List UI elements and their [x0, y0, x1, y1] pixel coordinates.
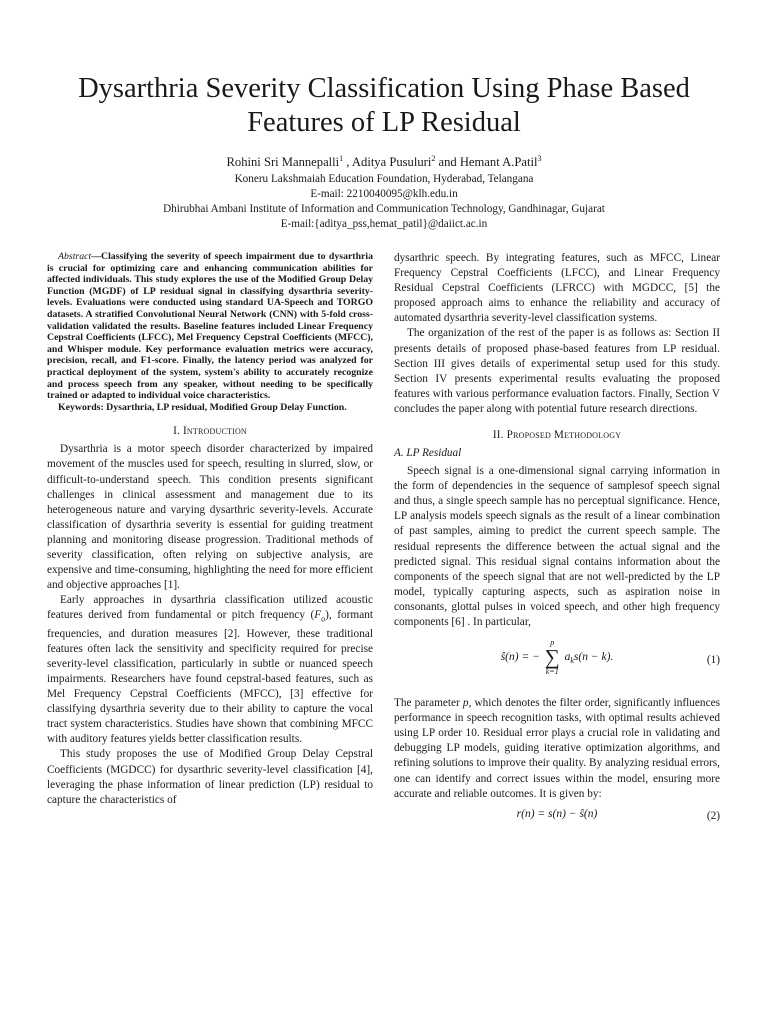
- equation-2-body: [394, 808, 720, 820]
- abstract-label: Abstract: [58, 251, 92, 262]
- author-3: Hemant A.Patil: [459, 155, 538, 169]
- author-2: Aditya Pusuluri: [351, 155, 432, 169]
- eq1-lower-limit: k=1: [545, 667, 559, 677]
- intro-paragraph-2: [47, 593, 373, 747]
- order-symbol: p: [462, 697, 469, 710]
- author-1: Rohini Sri Mannepalli: [226, 155, 340, 169]
- author-1-mark: 1: [339, 153, 344, 163]
- equation-1: [394, 638, 720, 686]
- organization-paragraph: The organization of the rest of the paper is as follows as: Section II presents details of proposed phase-based features from LP residual. Section III gives details of experimental setup used for this study. Section IV presents experimental results evaluating the proposed features with various performance evaluation factors. Finally, Section V concludes the paper along with potential future research directions.: [394, 327, 720, 415]
- equation-1-number: (1): [706, 654, 720, 667]
- author-list: [0, 154, 768, 171]
- email-2: E-mail:{aditya_pss,hemat_patil}@daiict.ac.in: [280, 218, 488, 230]
- author-separator-1: ,: [343, 155, 352, 169]
- intro-paragraph-3: This study proposes the use of Modified Group Delay Cepstral Coefficients (MGDCC) for dysarthric severity-level classification [4], leveraging the phase information of linear prediction (LP) residual to capture the characteristics of: [47, 748, 373, 806]
- f0-symbol: F: [314, 609, 322, 622]
- summation-symbol: [545, 638, 560, 676]
- section-methodology-heading: II. Proposed Methodology: [492, 429, 622, 442]
- author-3-mark: 3: [537, 153, 542, 163]
- sigma-glyph: ∑: [544, 645, 560, 670]
- lp-paragraph-2: [394, 696, 720, 802]
- intro-paragraph-1: Dysarthria is a motor speech disorder characterized by impaired movement of the muscles used for speech, resulting in slurred, slow, or difficult-to-understand speech. This condition presents significant challenges in clinical assessment and management due to its heterogeneous nature and varying dysarthric severity-levels. Accurate classification of dysarthria severity is essential for guiding treatment planning and monitoring disease progression. Traditional methods of severity classification, often relying on subjective analysis, are expensive and time-consuming, highlighting the need for more efficient and objective approaches [1].: [47, 443, 373, 592]
- left-column: [47, 251, 373, 808]
- eq1-coef: a: [564, 651, 571, 664]
- affiliation-2: Dhirubhai Ambani Institute of Information and Communication Technology, Gandhinagar, Gujarat: [163, 203, 605, 215]
- paper-title: Dysarthria Severity Classification Using Phase Based Features of LP Residual: [78, 73, 690, 138]
- section-introduction-heading: I. Introduction: [173, 425, 247, 438]
- affiliation-1: Koneru Lakshmaiah Education Foundation, Hyderabad, Telangana: [234, 173, 534, 185]
- eq1-rhs: s(n − k).: [573, 651, 614, 664]
- eq2-text: r(n) = s(n) − ŝ(n): [516, 807, 598, 820]
- subsection-lp-residual-heading: A. LP Residual: [394, 447, 462, 460]
- author-separator-2: and: [435, 155, 460, 169]
- keywords: Keywords: Dysarthria, LP residual, Modified Group Delay Function.: [58, 401, 347, 413]
- right-paragraph-1: dysarthric speech. By integrating features, such as MFCC, Linear Frequency Cepstral Coefficients (LFCC), and Linear Frequency Residual Cepstral Coefficients (LFRCC) with MGDCC, [5] the proposed approach aims to enhance the reliability and accuracy of automated dysarthria severity-level classification systems.: [394, 252, 720, 325]
- eq1-upper-limit: p: [550, 638, 555, 648]
- right-column: [394, 251, 720, 834]
- lp-paragraph-1: Speech signal is a one-dimensional signal carrying information in the form of dependencies in the sequence of samplesof speech signal and thus, a single speech sample has no perceptual significance. Hence, LP analysis models speech signals as the result of a linear combination of past samples, aiming to predict the current speech sample. The residual represents the difference between the actual signal and the predicted signal. This residual signal contains information about the components of the speech signal that are not well-predicted by the LP model, typically capturing aspects, such as aspiration noise in consonants, glottal pulses in voiced speech, and other high frequency components [6] . In particular,: [394, 465, 720, 628]
- abstract-text: —Classifying the severity of speech impairment due to dysarthria is crucial for optimizing care and enhancing communication abilities for affected individuals. This study explores the use of the Modified Group Delay Function (MGDF) of LP residual signal in classifying dysarthria severity-levels. Evaluations were conducted using standard UA-Speech and TORGO datasets. A stratified Convolutional Neural Network (CNN) with 5-fold cross-validation validated the results. Baseline features included Linear Frequency Cepstral Coefficients (LFCC), Mel Frequency Cepstral Coefficients (MFCC), and Whisper module. Key performance evaluation metrics were accuracy, precision, recall, and F1-score. Finally, the latency period was analyzed for practical deployment of the system, system's ability to accurately recognize and process speech from any speaker, without needing to be specifically trained or adapted to individual voice characteristics.: [47, 251, 373, 402]
- lp-p2-part-b: , which denotes the filter order, significantly influences performance in speech recognition tasks, with optimal results achieved using LP order 10. Residual error plays a crucial role in validating and debugging LP models, guiding iterative optimization algorithms, and refining solutions to improve their quality. By analyzing residual errors, one can identify and correct issues within the model, ensuring more accurate and reliable outcomes. It is given by:: [394, 697, 720, 800]
- lp-p2-part-a: The parameter: [394, 697, 463, 710]
- eq1-coef-sub: k: [570, 656, 574, 665]
- f0-subscript: o: [321, 614, 326, 624]
- intro-p2-part-a: Early approaches in dysarthria classification utilized acoustic features derived from fundamental or pitch frequency (: [47, 594, 373, 622]
- equation-2: [394, 808, 720, 830]
- equation-1-body: [394, 638, 720, 676]
- abstract: [47, 251, 373, 402]
- equation-2-number: (2): [706, 809, 720, 822]
- author-2-mark: 2: [431, 153, 436, 163]
- email-1: E-mail: 2210040095@klh.edu.in: [310, 188, 458, 200]
- intro-p2-part-b: ), formant frequencies, and duration measures [2]. However, these traditional features often lack the sensitivity and specificity required for precise severity-level classification, particularly in subtle or nuanced speech impairments. Researchers have found cepstral-based features, such as Mel Frequency Cepstral Coefficients (MFCC), [3] effective for classifying dysarthria severity due to their ability to capture the vocal tract system characteristics. Studies have shown that combining MFCC with auditory features yields better classification results.: [47, 609, 373, 746]
- eq1-lhs: ŝ(n) = −: [500, 651, 540, 664]
